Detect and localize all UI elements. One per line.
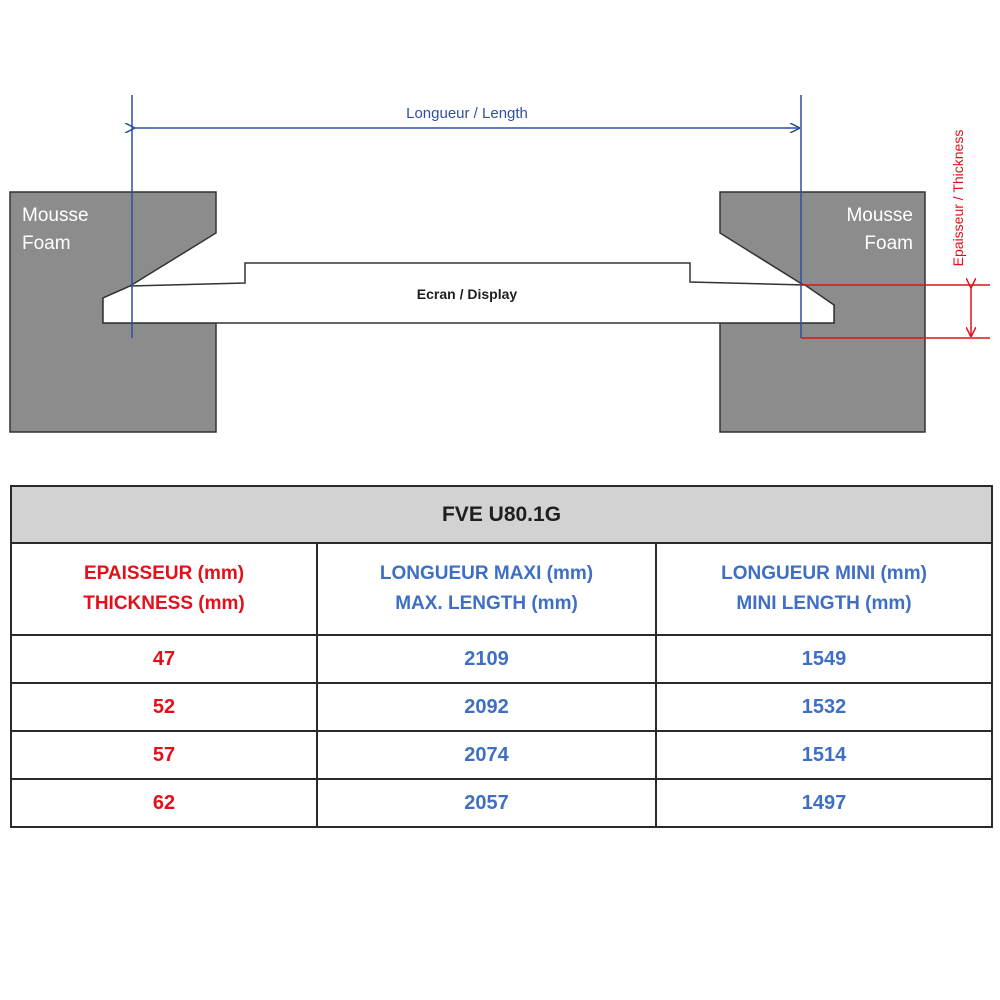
thickness-label: Epaisseur / Thickness <box>950 129 966 267</box>
header-max-length-en: MAX. LENGTH (mm) <box>395 593 578 614</box>
cell-thickness: 52 <box>11 683 317 731</box>
foam-right-label-line2: Foam <box>864 233 913 254</box>
header-thickness-en: THICKNESS (mm) <box>83 593 245 614</box>
cell-thickness: 62 <box>11 779 317 827</box>
header-thickness <box>11 543 317 635</box>
table-row <box>11 683 992 731</box>
cell-min-length: 1514 <box>656 731 992 779</box>
table-row <box>11 635 992 683</box>
foam-left-label-line2: Foam <box>22 233 71 254</box>
table-row <box>11 779 992 827</box>
table-title: FVE U80.1G <box>11 486 992 543</box>
cell-thickness: 57 <box>11 731 317 779</box>
cell-min-length: 1549 <box>656 635 992 683</box>
header-max-length <box>317 543 656 635</box>
header-thickness-fr: EPAISSEUR (mm) <box>83 563 245 584</box>
cell-max-length: 2057 <box>317 779 656 827</box>
header-max-length-fr: LONGUEUR MAXI (mm) <box>379 563 594 584</box>
cell-max-length: 2092 <box>317 683 656 731</box>
cell-min-length: 1532 <box>656 683 992 731</box>
header-min-length-fr: LONGUEUR MINI (mm) <box>721 563 927 584</box>
cross-section-diagram <box>0 0 1000 470</box>
header-min-length <box>656 543 992 635</box>
specification-table <box>10 485 993 828</box>
cell-min-length: 1497 <box>656 779 992 827</box>
table-title-row <box>11 486 992 543</box>
cell-max-length: 2074 <box>317 731 656 779</box>
table-row <box>11 731 992 779</box>
cell-max-length: 2109 <box>317 635 656 683</box>
header-min-length-en: MINI LENGTH (mm) <box>736 593 912 614</box>
table-header-row <box>11 543 992 635</box>
foam-right-label-line1: Mousse <box>846 205 913 226</box>
length-label: Longueur / Length <box>406 105 528 122</box>
cell-thickness: 47 <box>11 635 317 683</box>
foam-left-label-line1: Mousse <box>22 205 89 226</box>
display-label: Ecran / Display <box>416 286 518 302</box>
